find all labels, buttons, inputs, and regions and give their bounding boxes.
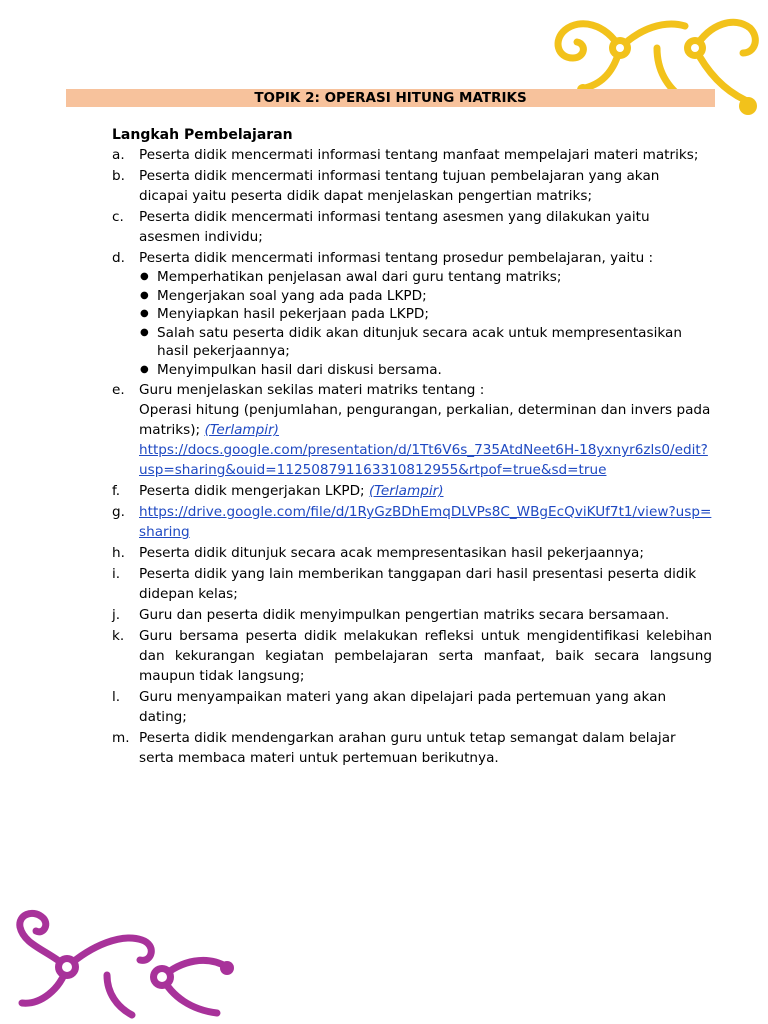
step-marker: l. [112, 689, 121, 705]
step-j [112, 605, 712, 625]
step-b [112, 166, 712, 206]
steps-list [112, 145, 712, 768]
bullet-icon: ● [140, 326, 149, 338]
step-c [112, 207, 712, 247]
bullet-icon: ● [140, 289, 149, 301]
step-f [112, 481, 712, 501]
step-m [112, 728, 712, 768]
step-k [112, 626, 712, 686]
step-i [112, 564, 712, 604]
ornament-bottom-left [12, 905, 242, 1020]
step-text: Peserta didik yang lain memberikan tanggapan dari hasil presentasi peserta didik didepan kelas; [139, 566, 697, 602]
terlampir-link[interactable]: (Terlampir) [368, 483, 444, 499]
step-text: Guru bersama peserta didik melakukan refleksi untuk mengidentifikasi kelebihan dan kekurangan kegiatan pembelajaran serta manfaat, baik secara langsung maupun tidak langsung; [139, 628, 712, 684]
step-g [112, 502, 712, 542]
step-text: Peserta didik mencermati informasi tentang prosedur pembelajaran, yaitu : [139, 250, 654, 266]
bullet-icon: ● [140, 271, 149, 282]
lkpd-url-link[interactable]: https://drive.google.com/file/d/1RyGzBDhEmqDLVPs8C_WBgEcQviKUf7t1/view?usp=sharing [139, 504, 712, 540]
step-marker: a. [112, 147, 125, 163]
procedure-bullets [139, 268, 712, 379]
list-item: ● Mengerjakan soal yang ada pada LKPD; [140, 287, 427, 304]
step-marker: c. [112, 209, 124, 225]
step-text: Guru menjelaskan sekilas materi matriks tentang : [139, 382, 485, 398]
step-marker: g. [112, 504, 125, 520]
document-body [112, 126, 712, 769]
step-marker: f. [112, 483, 121, 499]
step-marker: k. [112, 628, 125, 644]
step-text-detail: Operasi hitung (penjumlahan, pengurangan, perkalian, determinan dan invers pada matriks); (Terlampir) [139, 402, 711, 438]
section-heading: Langkah Pembelajaran [112, 127, 293, 143]
step-text: Peserta didik ditunjuk secara acak mempresentasikan hasil pekerjaannya; [139, 545, 644, 561]
step-h [112, 543, 712, 563]
step-text: Peserta didik mencermati informasi tentang manfaat mempelajari materi matriks; [139, 147, 699, 163]
step-l [112, 687, 712, 727]
step-marker: j. [112, 607, 121, 623]
presentation-url-link[interactable]: https://docs.google.com/presentation/d/1Tt6V6s_735AtdNeet6H-18yxnyr6zls0/edit?usp=sharing&ouid=112508791163310812955&rtpof=true&sd=true [139, 442, 708, 478]
step-e [112, 380, 712, 480]
list-item: ● Salah satu peserta didik akan ditunjuk secara acak untuk mempresentasikan hasil pekerjaannya; [140, 324, 682, 359]
step-text: Peserta didik mencermati informasi tentang asesmen yang dilakukan yaitu asesmen individu; [139, 209, 650, 245]
step-marker: e. [112, 382, 125, 398]
step-marker: h. [112, 545, 125, 561]
terlampir-link[interactable]: (Terlampir) [204, 422, 279, 438]
page-title: TOPIK 2: OPERASI HITUNG MATRIKS [66, 89, 715, 107]
step-marker: i. [112, 566, 121, 582]
step-text: Guru dan peserta didik menyimpulkan pengertian matriks secara bersamaan. [139, 607, 670, 623]
step-text: Guru menyampaikan materi yang akan dipelajari pada pertemuan yang akan dating; [139, 689, 667, 725]
bullet-icon: ● [140, 363, 149, 375]
step-marker: d. [112, 250, 125, 266]
step-d [112, 248, 712, 379]
step-marker: m. [112, 730, 130, 746]
bullet-icon: ● [140, 308, 149, 319]
step-marker: b. [112, 168, 125, 184]
step-a [112, 145, 712, 165]
list-item: ● Menyimpulkan hasil dari diskusi bersama. [140, 361, 442, 378]
list-item: ● Menyiapkan hasil pekerjaan pada LKPD; [140, 306, 429, 322]
step-text: Peserta didik mengerjakan LKPD; [139, 483, 365, 499]
step-text: Peserta didik mencermati informasi tentang tujuan pembelajaran yang akan dicapai yaitu peserta didik dapat menjelaskan pengertian matriks; [139, 168, 660, 204]
list-item: ● Memperhatikan penjelasan awal dari guru tentang matriks; [140, 269, 562, 285]
step-text: Peserta didik mendengarkan arahan guru untuk tetap semangat dalam belajar serta membaca materi untuk pertemuan berikutnya. [139, 730, 676, 766]
